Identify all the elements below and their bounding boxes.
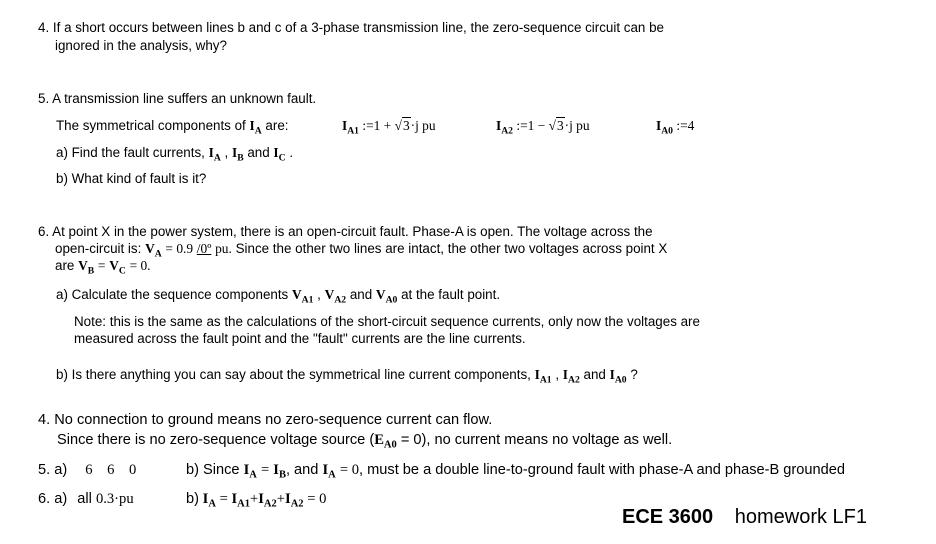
answer-5-mid: , and — [285, 462, 319, 478]
q6-b-text: b) Is there anything you can say about the symmetrical line current components, — [56, 367, 531, 382]
ia0-val: 4 — [687, 118, 695, 133]
q6-l2-pre: open-circuit is: — [55, 241, 142, 256]
answer-6-I3: I — [285, 491, 291, 507]
answer-5-IA2-sub: A — [328, 469, 336, 481]
q6-l2-post: Since the other two lines are intact, the other two voltages across point X — [235, 241, 668, 256]
ia0-sub: A0 — [661, 125, 673, 137]
q5-a-IA-sub: A — [213, 152, 221, 164]
ia0-label: I — [656, 118, 662, 133]
q5-a-text: a) Find the fault currents, — [56, 145, 205, 160]
q6-a-and: and — [349, 287, 373, 302]
q4-number: 4. — [38, 20, 50, 35]
answer-6-I3-sub: A2 — [290, 498, 304, 510]
q5-a-IC: I — [273, 145, 279, 160]
q6-b-I0: I — [609, 367, 615, 382]
answer-5-values: 6 6 0 — [85, 462, 137, 478]
q6-line1 — [38, 224, 653, 240]
answer-6-I2: I — [258, 491, 264, 507]
ia2-sub: A2 — [501, 125, 513, 137]
q6-b-and: and — [583, 367, 606, 382]
answer-4-text-1: No connection to ground means no zero-sequence current can flow. — [54, 412, 493, 428]
answer-5-post: , must be a double line-to-ground fault with phase-A and phase-B grounded — [359, 462, 845, 478]
q5-a-comma: , — [224, 145, 229, 160]
q6-b-I2-sub: A2 — [568, 374, 580, 386]
answer-5-IA: I — [243, 462, 250, 478]
ia1-sub: A1 — [347, 125, 359, 137]
answer-6-I1: I — [231, 491, 238, 507]
ia2-def: := — [516, 118, 528, 133]
q6-a-comma: , — [317, 287, 321, 302]
ia2-equation — [496, 118, 590, 139]
ia1-lhs: 1 + — [373, 118, 392, 133]
footer — [622, 506, 867, 529]
q6-note-line2: measured across the fault point and the "fault" currents are the line currents. — [74, 331, 526, 346]
q6-b-I0-sub: A0 — [614, 374, 627, 386]
footer-assignment: homework LF1 — [734, 506, 868, 528]
q6-l3-eq: = — [97, 258, 106, 273]
ia1-def: := — [362, 118, 374, 133]
answer-6-I2-sub: A2 — [263, 498, 277, 510]
answer-4-pre: Since there is no zero-sequence voltage source ( — [57, 432, 375, 448]
q5-part-a — [56, 145, 293, 166]
ia2-label: I — [496, 118, 502, 133]
q6-a-V0-sub: A0 — [385, 294, 398, 306]
q6-text-1: At point X in the power system, there is an open-circuit fault. Phase-A is open. The voltage across the — [52, 224, 653, 239]
q5-part-b: b) What kind of fault is it? — [56, 171, 207, 186]
sqrt-symbol: √ — [548, 118, 556, 133]
sqrt-symbol: √ — [394, 118, 402, 133]
q6-a-V1-sub: A1 — [301, 294, 314, 306]
q6-VA-sub: A — [154, 248, 162, 260]
q4-text-1: If a short occurs between lines b and c of a 3-phase transmission line, the zero-sequence circuit can be — [52, 20, 664, 35]
answer-6-value: 0.3·pu — [95, 491, 134, 507]
q6-l3-end: = 0. — [129, 258, 151, 273]
q6-VA-eq: = 0.9 — [165, 241, 194, 256]
q6-VA-pu: pu. — [215, 241, 232, 256]
answer-6-I1-sub: A1 — [237, 498, 250, 510]
q6-b-I1-sub: A1 — [539, 374, 552, 386]
q4-line1 — [38, 20, 664, 36]
answer-4-E: E — [374, 432, 384, 448]
answer-5-IB: I — [273, 462, 279, 478]
answer-5-IA-sub: A — [249, 469, 257, 481]
answer-5-IB-sub: B — [278, 469, 286, 481]
answer-6-IA-sub: A — [208, 498, 216, 510]
answer-4-line1 — [38, 411, 492, 429]
footer-course: ECE 3600 — [622, 506, 714, 528]
answer-6-plus1: + — [250, 491, 259, 507]
answer-5-b-pre: b) Since — [186, 462, 240, 478]
q6-VC-sub: C — [118, 265, 126, 277]
ia1-label: I — [342, 118, 348, 133]
q5-intro: A transmission line suffers an unknown fault. — [52, 91, 317, 106]
answer-5-IA2: I — [322, 462, 329, 478]
q5-intro-line — [38, 91, 316, 107]
answer-5-zero: = 0 — [339, 462, 360, 478]
q6-b-I2: I — [562, 367, 569, 382]
answer-6-IA: I — [202, 491, 209, 507]
q4-line2: ignored in the analysis, why? — [55, 38, 227, 53]
answer-5-label: 5. a) — [38, 462, 68, 478]
q6-VC: V — [109, 258, 119, 273]
q6-a-V2: V — [324, 287, 335, 302]
q6-part-a — [56, 287, 500, 308]
answer-6-all: all — [77, 491, 92, 507]
answer-6-b — [186, 490, 326, 514]
ia2-rhs: ·j pu — [564, 118, 590, 133]
q5-a-IB: I — [231, 145, 238, 160]
q6-l3-pre: are — [55, 258, 75, 273]
q5-sym-sub: A — [254, 125, 262, 137]
answer-5-b — [186, 461, 845, 485]
q5-number: 5. — [38, 91, 50, 106]
q6-a-V2-sub: A2 — [334, 294, 347, 306]
ia2-rad: 3 — [556, 118, 564, 133]
q5-a-IC-sub: C — [278, 152, 286, 164]
q6-b-I1: I — [534, 367, 540, 382]
answer-5-eq: = — [260, 462, 270, 478]
answer-6 — [38, 490, 134, 508]
ia1-rhs: ·j pu — [410, 118, 436, 133]
q6-VA-angle: /0º — [196, 241, 212, 256]
q5-a-and: and — [247, 145, 270, 160]
ia0-equation — [656, 118, 694, 139]
answer-4-post: = 0), no current means no voltage as well. — [400, 432, 673, 448]
q5-a-IA: I — [208, 145, 214, 160]
answer-6-b-label: b) — [186, 491, 199, 507]
q6-VB: V — [78, 258, 88, 273]
answer-6-zero: = 0 — [307, 491, 327, 507]
q6-b-comma: , — [555, 367, 560, 382]
ia2-lhs: 1 − — [527, 118, 546, 133]
answer-4-E-sub: A0 — [383, 439, 397, 451]
answer-4-number: 4. — [38, 412, 51, 428]
q6-b-end: ? — [630, 367, 638, 382]
answer-6-label: 6. a) — [38, 491, 68, 507]
q5-sym-line — [56, 118, 289, 139]
answer-4-line2 — [57, 431, 672, 455]
q5-sym-are: are: — [265, 118, 289, 133]
q6-a-text: a) Calculate the sequence components — [56, 287, 289, 302]
ia0-def: := — [676, 118, 688, 133]
q5-a-IB-sub: B — [237, 152, 244, 164]
q6-note-line1: Note: this is the same as the calculations of the short-circuit sequence currents, only now the voltages are — [74, 314, 700, 329]
q6-a-V1: V — [292, 287, 302, 302]
q6-a-V0: V — [375, 287, 386, 302]
q6-VA: V — [145, 241, 155, 256]
q6-a-end: at the fault point. — [401, 287, 501, 302]
answer-6-plus2: + — [276, 491, 285, 507]
answer-6-eq: = — [219, 491, 228, 507]
q5-a-end: . — [289, 145, 294, 160]
ia1-rad: 3 — [402, 118, 410, 133]
q6-number: 6. — [38, 224, 50, 239]
ia1-equation — [342, 118, 436, 139]
q5-sym-text: The symmetrical components of — [56, 118, 246, 133]
q6-VB-sub: B — [87, 265, 95, 277]
q6-part-b — [56, 367, 638, 388]
q6-line3 — [55, 258, 151, 279]
answer-5 — [38, 461, 136, 479]
q5-sym-I: I — [249, 118, 255, 133]
